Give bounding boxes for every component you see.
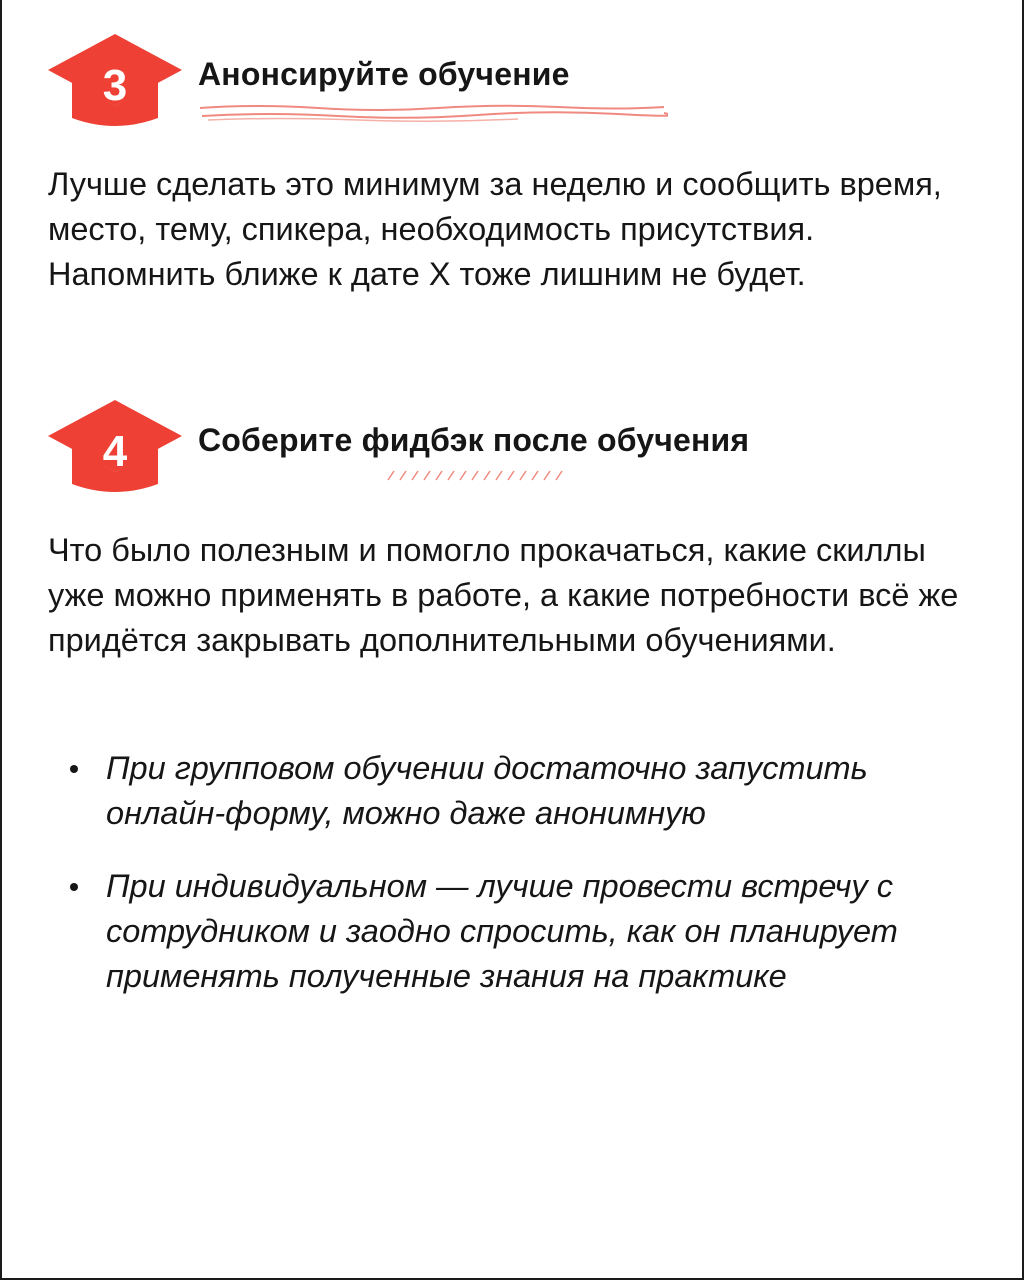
feedback-bullet-list [60, 746, 990, 1027]
bullet-icon [70, 765, 78, 773]
hatch-underline-decoration [384, 468, 564, 482]
list-item-text: При индивидуальном — лучше провести встречу с сотрудником и заодно спросить, как он планирует применять полученные знания на практике [106, 868, 898, 994]
step-title: Соберите фидбэк после обучения [198, 422, 750, 458]
squiggle-underline-decoration [198, 100, 668, 126]
step-number: 4 [102, 427, 128, 476]
list-item [60, 864, 990, 999]
list-item [60, 746, 990, 836]
bullet-icon [70, 883, 78, 891]
list-item-text: При групповом обучении достаточно запустить онлайн-форму, можно даже анонимную [106, 750, 868, 831]
step-title: Анонсируйте обучение [198, 56, 570, 92]
step-4-header [46, 400, 986, 496]
step-3-paragraph: Лучше сделать это минимум за неделю и сообщить время, место, тему, спикера, необходимость присутствия. Напомнить ближе к дате Х тоже лишним не будет. [48, 166, 942, 292]
step-number: 3 [102, 61, 128, 110]
step-4-paragraph: Что было полезным и помогло прокачаться, какие скиллы уже можно применять в работе, а какие потребности всё же придётся закрывать дополнительными обучениями. [48, 532, 959, 658]
step-3-header [46, 34, 986, 130]
graduation-cap-icon [46, 400, 184, 496]
graduation-cap-icon [46, 34, 184, 130]
